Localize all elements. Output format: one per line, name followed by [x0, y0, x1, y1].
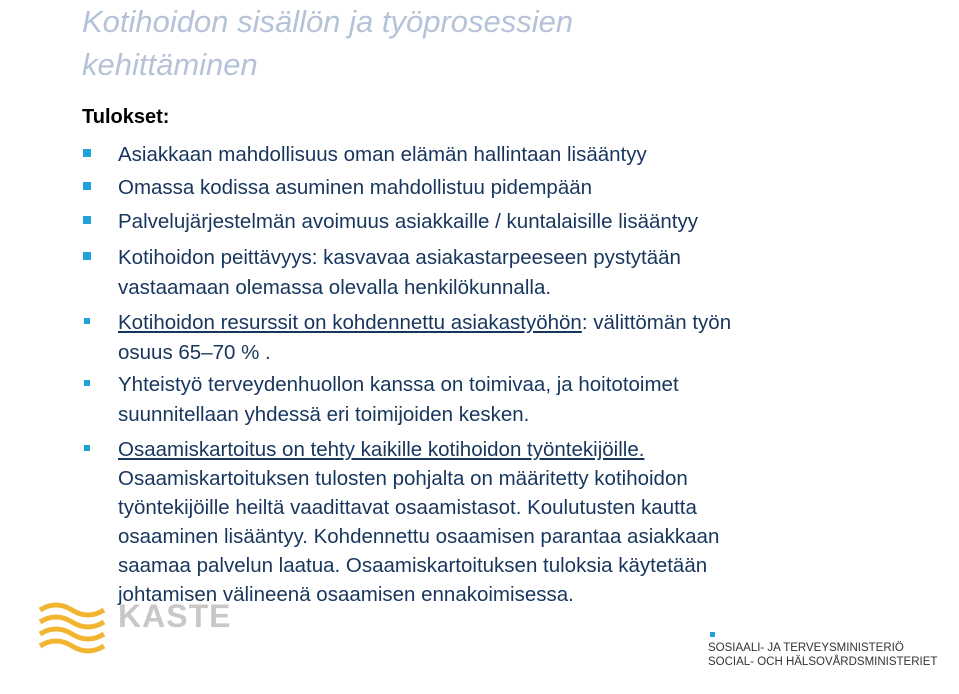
list-item-text: Osaamiskartoituksen tulosten pohjalta on määritetty kotihoidon	[118, 467, 688, 490]
list-item-text: Omassa kodissa asuminen mahdollistuu pidempään	[118, 176, 593, 199]
kaste-wordmark: KASTE	[118, 598, 232, 634]
list-item-text	[118, 308, 848, 338]
list-item-text: vastaamaan olemassa olevalla henkilökunnalla.	[118, 276, 552, 299]
list-item-text: Yhteistyö terveydenhuollon kanssa on toimivaa, ja hoitotoimet	[118, 373, 679, 396]
list-item-text: johtamisen välineenä osaamisen ennakoimisessa.	[118, 583, 574, 606]
list-item-text: Asiakkaan mahdollisuus oman elämän hallintaan lisääntyy	[118, 143, 647, 166]
list-item	[118, 370, 848, 430]
list-item	[118, 207, 848, 237]
square-bullet-icon	[84, 318, 90, 324]
kaste-waves-icon	[38, 598, 118, 654]
kaste-logo	[38, 598, 232, 654]
list-item	[118, 308, 848, 368]
slide-title-line-2: kehittäminen	[82, 47, 258, 82]
square-bullet-icon	[83, 149, 91, 157]
list-item	[118, 140, 848, 170]
ministry-name-finnish: SOSIAALI- JA TERVEYSMINISTERIÖ	[708, 642, 904, 654]
list-item	[118, 435, 848, 609]
ministry-logo	[708, 632, 948, 672]
list-item-text-rest: : välittömän työn	[581, 311, 732, 334]
list-item-text: Osaamiskartoitus on tehty kaikille kotihoidon työntekijöille.	[118, 438, 645, 461]
square-bullet-icon	[83, 252, 91, 260]
list-item-text: työntekijöille heiltä vaadittavat osaamistasot. Koulutusten kautta	[118, 496, 697, 519]
list-item	[118, 243, 848, 303]
ministry-dot-icon	[710, 632, 715, 637]
slide-title-line-1: Kotihoidon sisällön ja työprosessien	[82, 4, 574, 39]
list-item-text: osuus 65–70 % .	[118, 341, 271, 364]
underlined-text: Kotihoidon resurssit on kohdennettu asiakastyöhön	[118, 311, 582, 334]
ministry-name-swedish: SOCIAL- OCH HÄLSOVÅRDSMINISTERIET	[708, 656, 938, 668]
square-bullet-icon	[83, 182, 91, 190]
list-item-text: Palvelujärjestelmän avoimuus asiakkaille / kuntalaisille lisääntyy	[118, 210, 698, 233]
results-heading: Tulokset:	[82, 106, 170, 128]
list-item	[118, 173, 848, 203]
list-item-text: suunnitellaan yhdessä eri toimijoiden kesken.	[118, 403, 530, 426]
square-bullet-icon	[84, 380, 90, 386]
list-item-text: osaaminen lisääntyy. Kohdennettu osaamisen parantaa asiakkaan	[118, 525, 720, 548]
list-item-text: saamaa palvelun laatua. Osaamiskartoituksen tuloksia käytetään	[118, 554, 708, 577]
square-bullet-icon	[84, 445, 90, 451]
list-item-text: Kotihoidon peittävyys: kasvavaa asiakastarpeeseen pystytään	[118, 246, 681, 269]
square-bullet-icon	[83, 216, 91, 224]
